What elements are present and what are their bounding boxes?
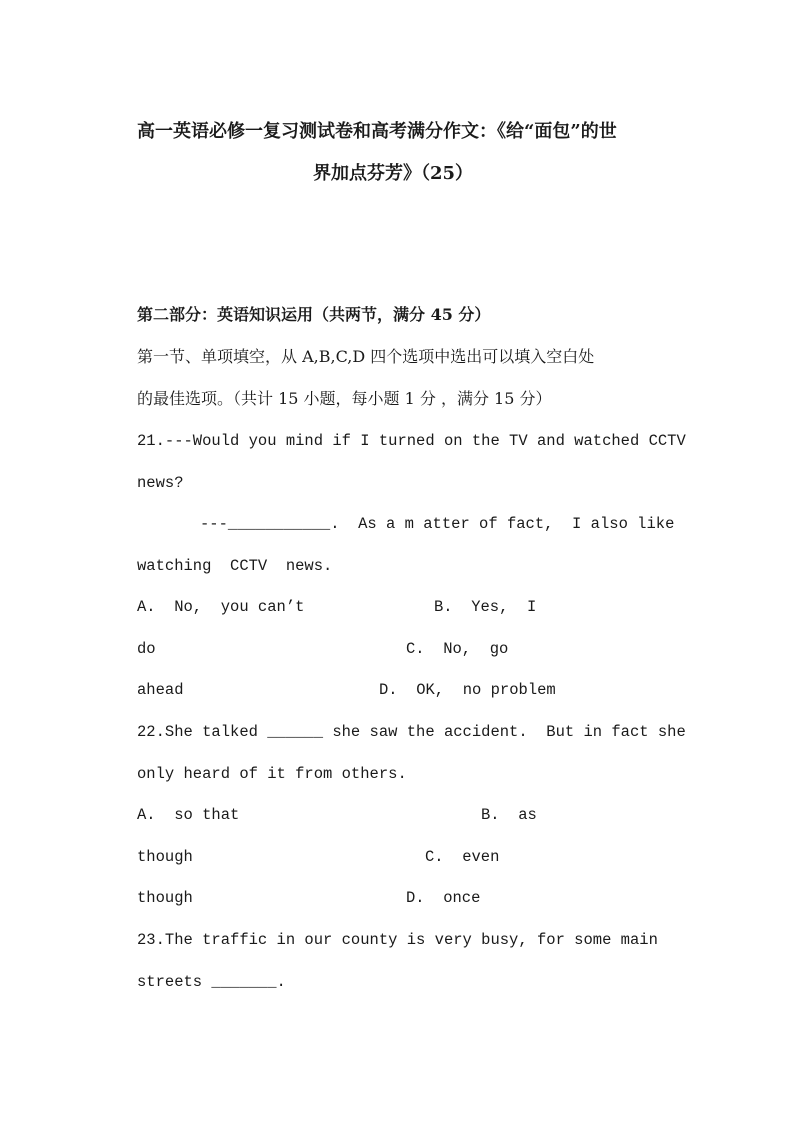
q22-stem-line-2: only heard of it from others.	[137, 765, 407, 783]
q23-stem-line-1: 23.The traffic in our county is very busy, for some main	[137, 931, 658, 949]
q23-stem-line-2: streets _______.	[137, 973, 286, 991]
q21-reply-line-2: watching CCTV news.	[137, 557, 333, 575]
q21-option-d: D. OK, no problem	[379, 681, 556, 699]
doc-title-line-2: 界加点芬芳》（25）	[313, 163, 474, 184]
doc-title-line-1: 高一英语必修一复习测试卷和高考满分作文：《给“面包”的世	[137, 121, 617, 142]
q21-stem-line-2: news?	[137, 474, 184, 492]
section-intro-line-2: 的最佳选项。（共计 15 小题，每小题 1 分 ，满分 15 分）	[137, 389, 552, 408]
q21-option-c: C. No, go	[406, 640, 509, 658]
q21-stem-line-1: 21.---Would you mind if I turned on the TV and watched CCTV	[137, 432, 686, 450]
q22-option-b-continued: though	[137, 848, 193, 866]
q22-option-c-continued: though	[137, 889, 193, 907]
q22-option-b: B. as	[481, 806, 537, 824]
q22-option-c: C. even	[425, 848, 500, 866]
section-heading: 第二部分：英语知识运用（共两节，满分 45 分）	[137, 305, 491, 324]
q22-option-d: D. once	[406, 889, 481, 907]
q22-stem-line-1: 22.She talked ______ she saw the accident. But in fact she	[137, 723, 686, 741]
q21-option-b-continued: do	[137, 640, 156, 658]
q21-option-c-continued: ahead	[137, 681, 184, 699]
q21-option-b: B. Yes, I	[434, 598, 537, 616]
q21-option-a: A. No, you can’t	[137, 598, 305, 616]
section-intro-line-1: 第一节、单项填空，从 A,B,C,D 四个选项中选出可以填入空白处	[137, 347, 595, 366]
q22-option-a: A. so that	[137, 806, 240, 824]
q21-reply-line-1: ---___________. As a m atter of fact, I also like	[200, 515, 675, 533]
